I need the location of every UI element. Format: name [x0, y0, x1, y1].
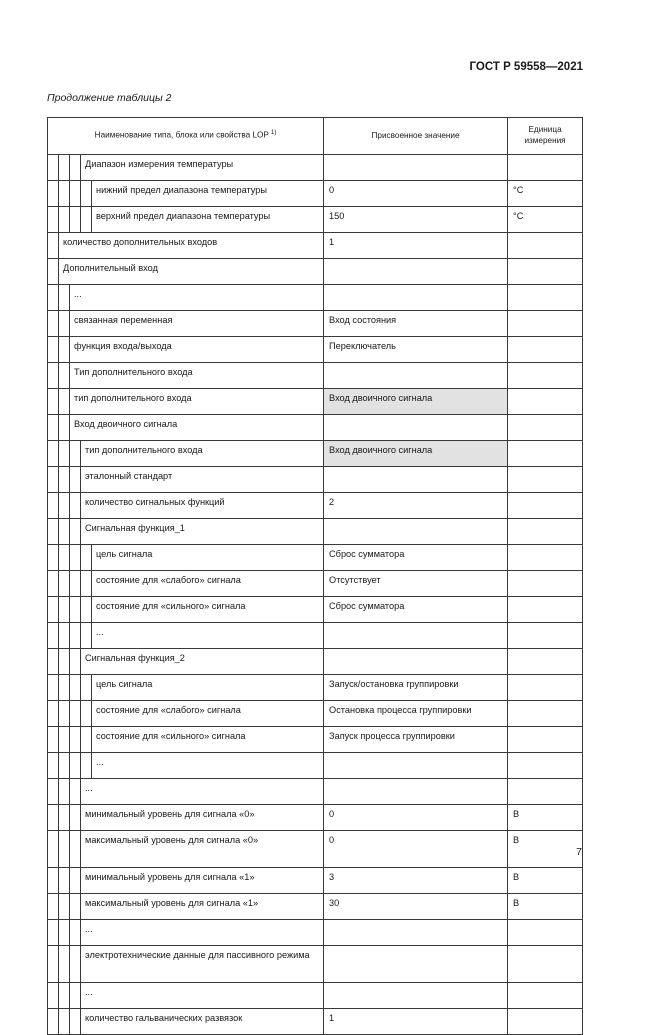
row-name: электротехнические данные для пассивного режима	[81, 946, 324, 983]
table-row	[48, 675, 583, 701]
row-name: ...	[81, 779, 324, 805]
row-unit	[508, 675, 583, 701]
row-value	[324, 779, 508, 805]
row-unit	[508, 753, 583, 779]
row-unit: В	[508, 805, 583, 831]
row-value	[324, 649, 508, 675]
row-name: ...	[70, 285, 324, 311]
table-row	[48, 649, 583, 675]
row-name: ...	[81, 983, 324, 1009]
row-name: количество гальванических развязок	[81, 1009, 324, 1035]
row-unit	[508, 441, 583, 467]
row-name: Сигнальная функция_1	[81, 519, 324, 545]
row-name: количество сигнальных функций	[81, 493, 324, 519]
document-code: ГОСТ Р 59558—2021	[469, 61, 583, 73]
table-row	[48, 727, 583, 753]
row-value: Вход двоичного сигнала	[324, 389, 508, 415]
table-row	[48, 779, 583, 805]
row-name: Диапазон измерения температуры	[81, 155, 324, 181]
table-row	[48, 233, 583, 259]
row-name: тип дополнительного входа	[70, 389, 324, 415]
properties-table	[47, 117, 583, 1035]
row-value	[324, 259, 508, 285]
table-row	[48, 805, 583, 831]
row-unit	[508, 337, 583, 363]
row-unit	[508, 946, 583, 983]
row-value: Сброс сумматора	[324, 597, 508, 623]
row-value: 3	[324, 868, 508, 894]
table-row	[48, 571, 583, 597]
row-value	[324, 285, 508, 311]
row-name: состояние для «слабого» сигнала	[92, 571, 324, 597]
row-unit: В	[508, 894, 583, 920]
row-name: связанная переменная	[70, 311, 324, 337]
table-row	[48, 181, 583, 207]
row-unit	[508, 727, 583, 753]
row-value	[324, 983, 508, 1009]
row-value	[324, 519, 508, 545]
row-unit	[508, 233, 583, 259]
table-row	[48, 753, 583, 779]
row-name: минимальный уровень для сигнала «1»	[81, 868, 324, 894]
row-value: Переключатель	[324, 337, 508, 363]
row-unit	[508, 259, 583, 285]
row-name: состояние для «сильного» сигнала	[92, 727, 324, 753]
row-value: Отсутствует	[324, 571, 508, 597]
row-value: 0	[324, 181, 508, 207]
table-row	[48, 946, 583, 983]
row-unit	[508, 285, 583, 311]
row-name: функция входа/выхода	[70, 337, 324, 363]
row-name: цель сигнала	[92, 545, 324, 571]
column-header-name: Наименование типа, блока или свойства LOP $^{1)}$	[48, 118, 324, 155]
table-row	[48, 415, 583, 441]
table-row	[48, 285, 583, 311]
row-value: Сброс сумматора	[324, 545, 508, 571]
row-name: ...	[92, 623, 324, 649]
row-value: 0	[324, 831, 508, 868]
row-value: 1	[324, 1009, 508, 1035]
row-value: Вход двоичного сигнала	[324, 441, 508, 467]
table-continuation-caption: Продолжение таблицы 2	[47, 92, 172, 104]
table-row	[48, 207, 583, 233]
table-row	[48, 623, 583, 649]
row-name: максимальный уровень для сигнала «1»	[81, 894, 324, 920]
table-row	[48, 920, 583, 946]
column-header-value: Присвоенное значение	[324, 118, 508, 155]
table-row	[48, 363, 583, 389]
row-unit	[508, 649, 583, 675]
row-name: ...	[81, 920, 324, 946]
row-value: Вход состояния	[324, 311, 508, 337]
row-value	[324, 946, 508, 983]
row-value	[324, 753, 508, 779]
row-value: 1	[324, 233, 508, 259]
table-row	[48, 311, 583, 337]
row-unit	[508, 1009, 583, 1035]
table-row	[48, 441, 583, 467]
row-name: Вход двоичного сигнала	[70, 415, 324, 441]
row-value: 0	[324, 805, 508, 831]
row-name: верхний предел диапазона температуры	[92, 207, 324, 233]
row-value	[324, 155, 508, 181]
row-unit: В	[508, 831, 583, 868]
table-row	[48, 259, 583, 285]
row-name: минимальный уровень для сигнала «0»	[81, 805, 324, 831]
row-name: количество дополнительных входов	[59, 233, 324, 259]
row-value	[324, 467, 508, 493]
row-name: нижний предел диапазона температуры	[92, 181, 324, 207]
row-unit	[508, 415, 583, 441]
row-unit	[508, 983, 583, 1009]
page-number: 7	[576, 846, 582, 858]
row-value: Запуск процесса группировки	[324, 727, 508, 753]
row-unit: °C	[508, 181, 583, 207]
table-row	[48, 831, 583, 868]
row-unit: °C	[508, 207, 583, 233]
row-unit	[508, 389, 583, 415]
row-name: Сигнальная функция_2	[81, 649, 324, 675]
row-name: тип дополнительного входа	[81, 441, 324, 467]
table-row	[48, 389, 583, 415]
row-value	[324, 415, 508, 441]
row-unit	[508, 493, 583, 519]
row-value: 150	[324, 207, 508, 233]
table-row	[48, 493, 583, 519]
row-unit	[508, 311, 583, 337]
row-unit	[508, 623, 583, 649]
row-name: эталонный стандарт	[81, 467, 324, 493]
table-row	[48, 467, 583, 493]
row-unit	[508, 467, 583, 493]
row-name: Дополнительный вход	[59, 259, 324, 285]
table-row	[48, 894, 583, 920]
row-value	[324, 363, 508, 389]
row-value: Запуск/остановка группировки	[324, 675, 508, 701]
row-unit	[508, 519, 583, 545]
table-row	[48, 155, 583, 181]
column-header-unit: Единица измерения	[508, 118, 583, 155]
row-name: состояние для «сильного» сигнала	[92, 597, 324, 623]
row-value	[324, 623, 508, 649]
row-value: Остановка процесса группировки	[324, 701, 508, 727]
row-unit	[508, 155, 583, 181]
row-unit	[508, 701, 583, 727]
row-unit: В	[508, 868, 583, 894]
table-row	[48, 337, 583, 363]
row-name: максимальный уровень для сигнала «0»	[81, 831, 324, 868]
table-row	[48, 983, 583, 1009]
row-unit	[508, 571, 583, 597]
row-value	[324, 920, 508, 946]
row-unit	[508, 363, 583, 389]
row-name: состояние для «слабого» сигнала	[92, 701, 324, 727]
table-row	[48, 545, 583, 571]
row-name: ...	[92, 753, 324, 779]
row-name: цель сигнала	[92, 675, 324, 701]
row-value: 2	[324, 493, 508, 519]
table-row	[48, 868, 583, 894]
row-unit	[508, 597, 583, 623]
table-row	[48, 597, 583, 623]
table-row	[48, 1009, 583, 1035]
row-unit	[508, 779, 583, 805]
row-value: 30	[324, 894, 508, 920]
row-unit	[508, 920, 583, 946]
table-row	[48, 519, 583, 545]
table-row	[48, 701, 583, 727]
row-unit	[508, 545, 583, 571]
row-name: Тип дополнительного входа	[70, 363, 324, 389]
